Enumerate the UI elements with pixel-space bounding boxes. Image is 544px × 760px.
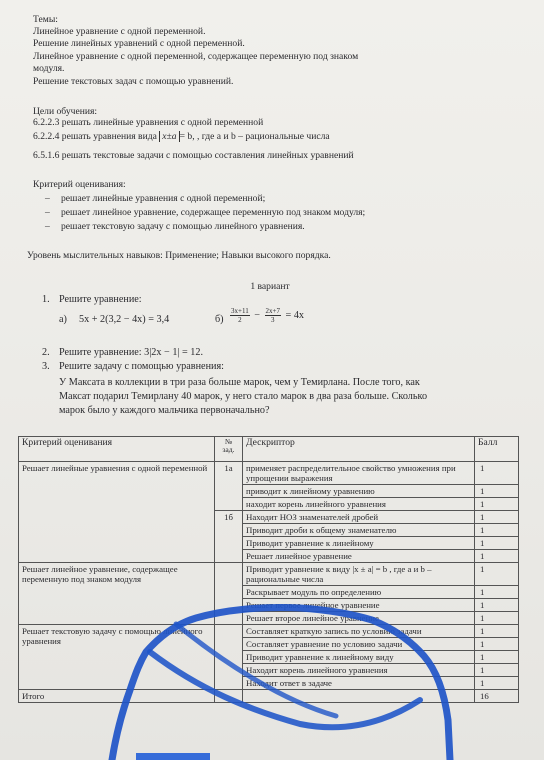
descriptor-cell: Приводит дроби к общему знаменателю bbox=[243, 524, 475, 537]
points-cell: 1 bbox=[475, 586, 519, 599]
task-number-cell bbox=[215, 563, 243, 625]
descriptor-cell: Решает первое линейное уравнение bbox=[243, 599, 475, 612]
goal-line: 6.2.2.3 решать линейные уравнения с одной переменной bbox=[33, 117, 264, 128]
descriptor-cell: приводит к линейному уравнению bbox=[243, 485, 475, 498]
points-cell: 1 bbox=[475, 498, 519, 511]
points-cell: 1 bbox=[475, 651, 519, 664]
task3-label: 3. bbox=[42, 361, 50, 372]
total-points: 16 bbox=[475, 690, 519, 703]
table-row bbox=[19, 563, 519, 586]
points-cell: 1 bbox=[475, 638, 519, 651]
points-cell: 1 bbox=[475, 563, 519, 586]
task-number-cell: 1б bbox=[215, 511, 243, 563]
descriptor-cell: Приводит уравнение к виду |x ± a| = b , где a и b – рациональные числа bbox=[243, 563, 475, 586]
task1b-label: б) bbox=[215, 314, 224, 325]
task3-body: У Максата в коллекции в три раза больше марок, чем у Темирлана. После того, как bbox=[59, 377, 420, 388]
goals-title: Цели обучения: bbox=[33, 106, 98, 117]
goal-line bbox=[33, 131, 330, 143]
points-cell: 1 bbox=[475, 664, 519, 677]
total-empty-cell bbox=[215, 690, 243, 703]
variant-title: 1 вариант bbox=[250, 281, 290, 292]
descriptor-cell: применяет распределительное свойство умножения при упрощении выражения bbox=[243, 462, 475, 485]
goal-line: 6.5.1.6 решать текстовые задачи с помощью составления линейных уравнений bbox=[33, 150, 354, 161]
descriptor-cell: находит корень линейного уравнения bbox=[243, 498, 475, 511]
criteria-title: Критерий оценивания: bbox=[33, 179, 126, 190]
descriptor-cell: Находит НОЗ знаменателей дробей bbox=[243, 511, 475, 524]
criteria-bullet: – bbox=[45, 207, 50, 218]
criteria-bullet: – bbox=[45, 193, 50, 204]
fraction: $\frac{3x+11}{2}$ bbox=[231, 307, 249, 324]
task-number-cell bbox=[215, 625, 243, 690]
task1-label: 1. bbox=[42, 294, 50, 305]
abs-expression: x±a bbox=[159, 131, 179, 142]
table-row bbox=[19, 462, 519, 485]
task3-body: Максат подарил Темирлану 40 марок, у него стало марок в два раза больше. Сколько bbox=[59, 391, 428, 402]
table-row bbox=[19, 625, 519, 638]
topic-line: модуля. bbox=[33, 63, 65, 74]
header-criterion: Критерий оценивания bbox=[19, 437, 215, 462]
points-cell: 1 bbox=[475, 511, 519, 524]
points-cell: 1 bbox=[475, 550, 519, 563]
task1-text: Решите уравнение: bbox=[59, 294, 142, 305]
task1a-label: а) bbox=[59, 314, 67, 325]
descriptor-cell: Находит ответ в задаче bbox=[243, 677, 475, 690]
header-task-number: № зад. bbox=[215, 437, 243, 462]
goal-text: 6.2.2.4 решать уравнения вида bbox=[33, 131, 157, 142]
criteria-item: решает линейные уравнения с одной переменной; bbox=[61, 193, 266, 204]
task1b-equation: $\frac{3x+11}{2}$ − $\frac{2x+7}{3}$ = 4x bbox=[231, 307, 305, 324]
task-number-cell: 1а bbox=[215, 462, 243, 511]
topics-title: Темы: bbox=[33, 14, 58, 25]
points-cell: 1 bbox=[475, 485, 519, 498]
points-cell: 1 bbox=[475, 677, 519, 690]
topic-line: Линейное уравнение с одной переменной. bbox=[33, 26, 206, 37]
descriptor-cell: Решает второе линейное уравнение bbox=[243, 612, 475, 625]
task1a-equation: 5x + 2(3,2 − 4x) = 3,4 bbox=[79, 314, 170, 325]
topic-line: Линейное уравнение с одной переменной, содержащее переменную под знаком bbox=[33, 51, 359, 62]
criterion-cell: Решает линейное уравнение, содержащее переменную под знаком модуля bbox=[19, 563, 215, 625]
criterion-cell: Решает линейные уравнения с одной переменной bbox=[19, 462, 215, 563]
criteria-item: решает текстовую задачу с помощью линейного уравнения. bbox=[61, 221, 305, 232]
task2-label: 2. bbox=[42, 347, 50, 358]
total-empty-cell bbox=[243, 690, 475, 703]
descriptor-cell: Приводит уравнение к линейному bbox=[243, 537, 475, 550]
descriptor-cell: Составляет уравнение по условию задачи bbox=[243, 638, 475, 651]
task3-body: марок было у каждого мальчика первоначально? bbox=[59, 405, 270, 416]
points-cell: 1 bbox=[475, 524, 519, 537]
criterion-cell: Решает текстовую задачу с помощью линейного уравнения bbox=[19, 625, 215, 690]
points-cell: 1 bbox=[475, 599, 519, 612]
criteria-item: решает линейное уравнение, содержащее переменную под знаком модуля; bbox=[61, 207, 366, 218]
criteria-bullet: – bbox=[45, 221, 50, 232]
topic-line: Решение текстовых задач с помощью уравнений. bbox=[33, 76, 234, 87]
total-label: Итого bbox=[19, 690, 215, 703]
points-cell: 1 bbox=[475, 612, 519, 625]
descriptor-cell: Приводит уравнение к линейному виду bbox=[243, 651, 475, 664]
fraction: $\frac{2x+7}{3}$ bbox=[265, 307, 280, 324]
task2-text: Решите уравнение: 3|2x − 1| = 12. bbox=[59, 347, 204, 358]
total-row bbox=[19, 690, 519, 703]
descriptor-cell: Решает линейное уравнение bbox=[243, 550, 475, 563]
task3-text: Решите задачу с помощью уравнения: bbox=[59, 361, 224, 372]
header-points: Балл bbox=[475, 437, 519, 462]
topic-line: Решение линейных уравнений с одной переменной. bbox=[33, 38, 245, 49]
descriptor-cell: Раскрывает модуль по определению bbox=[243, 586, 475, 599]
descriptor-cell: Находит корень линейного уравнения bbox=[243, 664, 475, 677]
points-cell: 1 bbox=[475, 462, 519, 485]
points-cell: 1 bbox=[475, 625, 519, 638]
descriptor-cell: Составляет краткую запись по условию задачи bbox=[243, 625, 475, 638]
goal-tail: = b, , где a и b – рациональные числа bbox=[179, 131, 330, 142]
rubric-table bbox=[18, 436, 519, 703]
thinking-level: Уровень мыслительных навыков: Применение; Навыки высокого порядка. bbox=[27, 250, 331, 261]
header-descriptor: Дескриптор bbox=[243, 437, 475, 462]
table-header-row bbox=[19, 437, 519, 462]
points-cell: 1 bbox=[475, 537, 519, 550]
